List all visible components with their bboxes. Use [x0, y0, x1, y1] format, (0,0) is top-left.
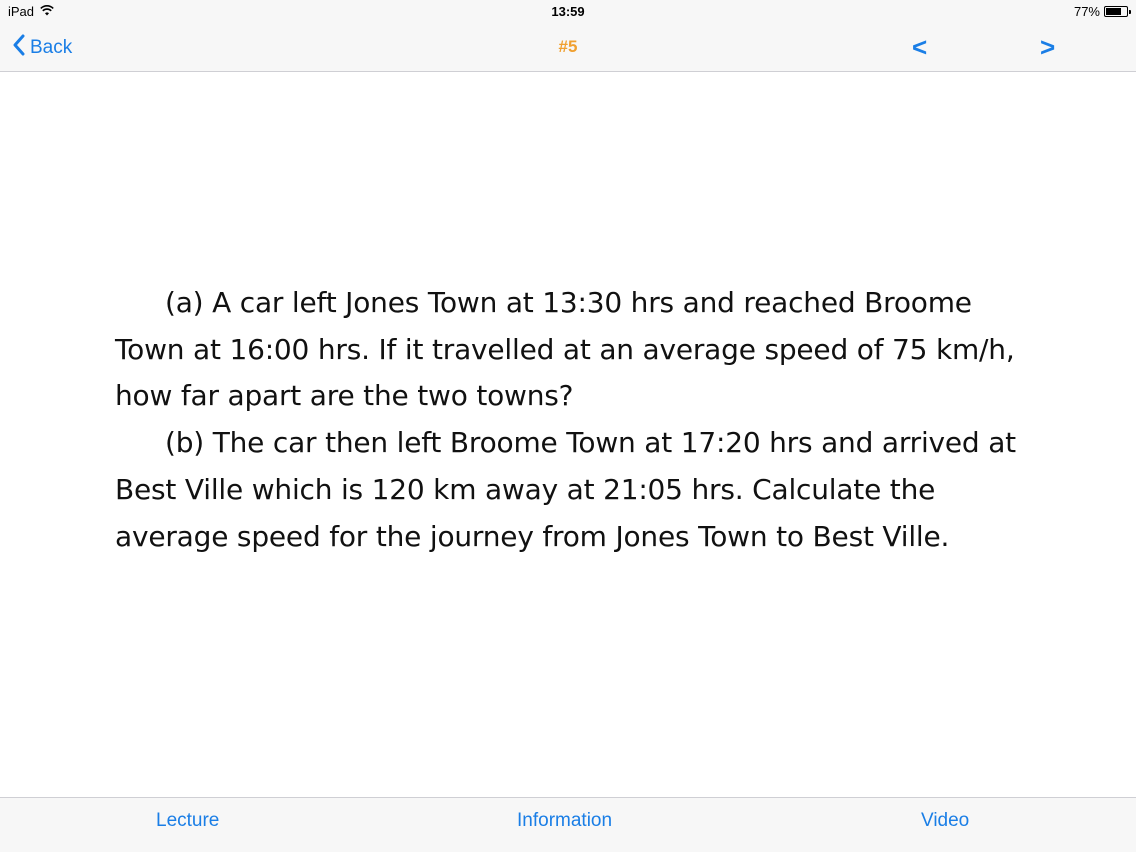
question-part-b: (b) The car then left Broome Town at 17:20 hrs and arrived at Best Ville which is 120 km away at 21:05 hrs. Calculate the average speed for the journey from Jones Town to Best Ville. — [115, 426, 1016, 553]
back-label: Back — [30, 37, 73, 58]
battery-fill — [1106, 8, 1121, 15]
previous-button[interactable]: < — [912, 32, 928, 62]
battery-icon — [1104, 6, 1128, 17]
page-title: #5 — [558, 37, 578, 56]
next-button[interactable]: > — [1040, 32, 1056, 62]
tab-lecture[interactable]: Lecture — [156, 810, 220, 831]
status-right — [1074, 4, 1128, 19]
question-content — [115, 280, 1045, 560]
status-time: 13:59 — [551, 4, 585, 19]
navigation-bar — [0, 24, 1136, 72]
tab-video[interactable]: Video — [921, 810, 970, 831]
battery-percent: 77% — [1073, 4, 1100, 19]
tab-information[interactable]: Information — [517, 810, 613, 831]
device-name: iPad — [8, 4, 35, 19]
tab-bar — [0, 797, 1136, 852]
status-bar — [0, 0, 1136, 24]
question-part-a: (a) A car left Jones Town at 13:30 hrs and reached Broome Town at 16:00 hrs. If it travelled at an average speed of 75 km/h, how far apart are the two towns? — [115, 286, 1015, 413]
